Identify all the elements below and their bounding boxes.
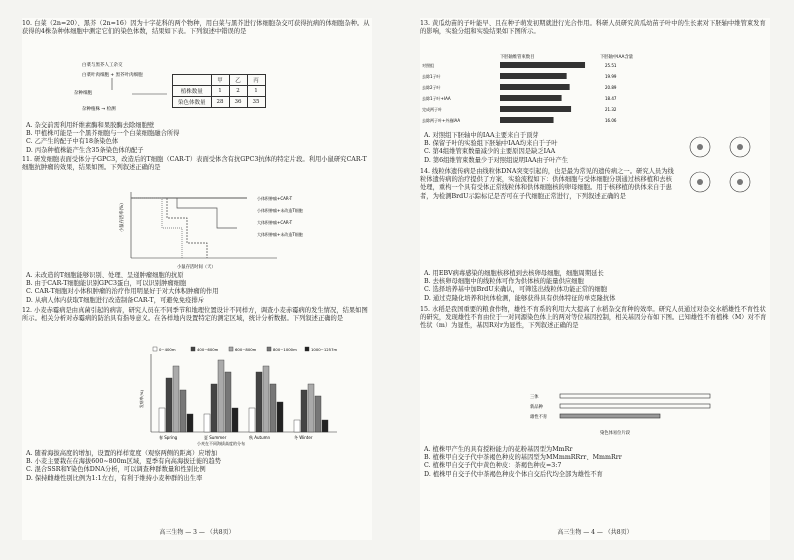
legend-item: 小体积肿瘤+CAR-T bbox=[257, 196, 293, 201]
option-b[interactable]: B. 由于CAR-T细胞能识别GPC3蛋白，可以识别肿瘤细胞 bbox=[26, 280, 187, 288]
chrom-caption: 染色体易位片段 bbox=[600, 431, 631, 436]
option-c[interactable]: C. 乙产生的配子中有18条染色体 bbox=[26, 138, 119, 146]
bar bbox=[500, 84, 570, 90]
legend-swatch bbox=[305, 347, 309, 351]
chromosome-bar bbox=[560, 404, 710, 408]
option-a[interactable]: A. 植株甲产生的具有授粉能力的花粉基因型为MmRr bbox=[424, 446, 573, 453]
question-15-text: 15. 水稻是我国重要的粮食作物，雄性不育系的利用大大提高了水稻杂交育种的效率。研究人员通过对杂交水稻雄性不育性状的研究，发现雄性不育由位于一对同源染色体上的两对等位基因控制，相关基因分布如下图。已知雄性不育植株（M）对不育性状（m）为显性，基因R对r为显性，下列叙述正确的是 bbox=[420, 306, 767, 330]
question-10-text: 10. 白菜（2n=20）、黑芥（2n=16）因为十字花科的两个物种，用白菜与黑芥进行体细胞杂交可获得抗病的体细胞杂种。从获得的4株杂种体细胞中测定它们的染色体数，结果如下表。下列叙述中错误的是 bbox=[22, 20, 370, 36]
question-14-text: 14. 线粒体遗传病是由线粒体DNA突变引起的，也是最为常见的遗传病之一。研究人员为线粒体遗传病的治疗提供了方案，实验流程如下：供体细胞与受体细胞分别通过核移植和去核处理，重构一个具有受体正常线粒体和供体细胞核的卵母细胞。用于核移植的供体来自于患者，为检测BrdU示踪标记是否可在子代细胞正常进行，下列叙述正确的是 bbox=[420, 168, 674, 200]
option-b[interactable]: B. 保留子叶的实验组下胚轴中IAA均来自于子叶 bbox=[424, 140, 558, 148]
question-15 bbox=[420, 306, 770, 331]
question-10 bbox=[22, 20, 372, 36]
bar-value: 19.99 bbox=[605, 74, 617, 79]
group-label: 去除1子叶 bbox=[422, 74, 441, 79]
season-label: 冬 Winter bbox=[294, 435, 313, 440]
question-14-options bbox=[420, 270, 770, 303]
bar bbox=[500, 73, 567, 79]
table-cell: 植株数量 bbox=[173, 86, 212, 97]
table-cell: 35 bbox=[247, 97, 265, 108]
group-label: 去除1子叶+IAA bbox=[422, 96, 451, 101]
group-label: 去除两子叶+外施IAA bbox=[422, 118, 461, 123]
bar bbox=[263, 366, 269, 432]
season-chart-svg bbox=[137, 346, 357, 446]
season-label: 秋 Autumn bbox=[249, 435, 271, 440]
nucleus bbox=[697, 144, 703, 150]
chromosome-bar bbox=[560, 414, 660, 418]
option-a[interactable]: A. 未改造的T细胞能够识别、处理、呈递肿瘤细胞的抗原 bbox=[26, 272, 184, 279]
bar-value: 18.47 bbox=[605, 96, 617, 101]
season-label: 春 Spring bbox=[159, 435, 178, 440]
legend-label: 0~400m bbox=[159, 347, 176, 352]
chrom-label: 雄性不育 bbox=[530, 415, 548, 420]
season-chart bbox=[137, 346, 357, 446]
bar bbox=[187, 414, 193, 432]
chart-ylabel: 发病率(%) bbox=[139, 390, 144, 408]
bar bbox=[277, 402, 283, 432]
option-b[interactable]: B. 甲植株可能是一个黑芥细胞与一个白菜细胞融合所得 bbox=[26, 130, 180, 138]
page-footer-left: 高三生物 — 3 — （共8页） bbox=[159, 529, 235, 536]
bar bbox=[270, 384, 276, 432]
nucleus bbox=[737, 179, 743, 185]
legend-swatch bbox=[191, 347, 195, 351]
bar bbox=[173, 366, 179, 432]
option-a[interactable]: A. 对照组下胚轴中的IAA主要来自于顶芽 bbox=[424, 132, 539, 139]
option-c[interactable]: C. CAR-T细胞对小体积肿瘤的治疗作用明显好于对大体积肿瘤的作用 bbox=[26, 288, 219, 296]
option-d[interactable]: D. 从病人体内获取T细胞进行改造制备CAR-T，可避免免疫排斥 bbox=[26, 296, 205, 304]
bar bbox=[180, 390, 186, 432]
question-10-options bbox=[22, 122, 372, 155]
chart-header: 下胚轴中IAA含量 bbox=[600, 55, 634, 60]
table-row bbox=[173, 97, 266, 108]
chart-ylabel: 小鼠存活率(%) bbox=[120, 203, 125, 232]
series-line bbox=[131, 198, 182, 258]
bar bbox=[249, 408, 255, 432]
option-b[interactable]: B. 植株甲自交子代中茶褐色种皮的基因型为MMmmRRrr、MmmRrr bbox=[424, 454, 622, 462]
chart-xlabel: 小麦在不同海拔高度的分布 bbox=[197, 441, 245, 446]
cell-diagram-svg bbox=[680, 132, 770, 202]
option-d[interactable]: D. 通过克隆化培养和抗体检测，能够获得具有供体特征的单克隆抗体 bbox=[424, 294, 616, 302]
chart-xlabel: 小鼠存活时间（天） bbox=[177, 265, 216, 270]
bar bbox=[211, 384, 217, 432]
survival-chart-svg bbox=[117, 188, 337, 270]
option-c[interactable]: C. 第4组维管束数量减少的主要原因是缺乏IAA bbox=[424, 148, 556, 156]
chrom-label: 三体 bbox=[530, 395, 539, 400]
fig-label-1: 杂种细胞 bbox=[74, 91, 92, 96]
table-cell: 1 bbox=[211, 86, 229, 97]
chromosome-diagram bbox=[530, 388, 730, 442]
bar-value: 20.89 bbox=[605, 85, 617, 90]
bar bbox=[225, 372, 231, 432]
option-c[interactable]: C. 选择培养基中加BrdU来确认，可筛选出线粒体功能正常的细胞 bbox=[424, 286, 607, 294]
group-label: 完成两子叶 bbox=[422, 107, 442, 112]
question-11 bbox=[22, 156, 372, 172]
table-header-cell: 丙 bbox=[247, 75, 265, 86]
legend-swatch bbox=[153, 347, 157, 351]
legend-label: 600~800m bbox=[235, 347, 257, 352]
question-12 bbox=[22, 307, 372, 323]
chromosome-bar bbox=[560, 394, 710, 398]
left-page bbox=[22, 18, 372, 540]
series-line bbox=[131, 198, 237, 228]
option-a[interactable]: A. 杂交前需利用纤维素酶和果胶酶去除细胞壁 bbox=[26, 122, 155, 129]
nucleus bbox=[697, 179, 703, 185]
bar bbox=[166, 378, 172, 432]
group-label: 对照组 bbox=[422, 63, 434, 68]
fig-label-3: 杂种植株 → 检测 bbox=[82, 107, 116, 112]
table-cell: 28 bbox=[211, 97, 229, 108]
seedling-chart bbox=[420, 52, 770, 130]
question-13 bbox=[420, 20, 770, 36]
table-header-cell: 乙 bbox=[229, 75, 247, 86]
legend-item: 小体积肿瘤+未改造T细胞 bbox=[257, 208, 303, 213]
legend-label: 400~600m bbox=[197, 347, 219, 352]
nucleus bbox=[737, 144, 743, 150]
question-13-text: 13. 黄瓜幼苗的子叶能早、且在种子萌发初期就进行光合作用。科研人员研究黄瓜幼苗子叶中的生长素对下胚轴中维管束发育的影响，实验分组和实验结果如下图所示。 bbox=[420, 20, 766, 36]
bar bbox=[500, 95, 562, 101]
question-14 bbox=[420, 168, 675, 201]
question-15-options bbox=[420, 446, 770, 479]
legend-item: 大体积肿瘤+CAR-T bbox=[257, 220, 293, 225]
table-cell: 1 bbox=[247, 86, 265, 97]
question-11-text: 11. 研发细胞表面受体分子GPC3，改造后的T细胞（CAR-T）表面受体含有抗GPC3抗体的特定片段。利用小鼠研究CAR-T细胞抗肿瘤的效果，结果如图。下列叙述正确的是 bbox=[22, 156, 367, 172]
option-c[interactable]: C. 植株甲自交子代中黄色种皮：茶褐色种皮=3:7 bbox=[424, 462, 562, 470]
bar bbox=[294, 420, 300, 432]
bar bbox=[232, 408, 238, 432]
table-header-cell bbox=[173, 75, 212, 86]
chrom-label: 新品种 bbox=[530, 405, 543, 410]
legend-label: 800~1000m bbox=[273, 347, 297, 352]
bar-value: 16.06 bbox=[605, 118, 617, 123]
bar bbox=[500, 106, 571, 112]
table-cell: 染色体数量 bbox=[173, 97, 212, 108]
survival-chart bbox=[117, 188, 337, 270]
option-b[interactable]: B. 去核卵母细胞中的线粒体可作为供体核的能量供应细胞 bbox=[424, 278, 584, 286]
option-d[interactable]: D. 第6组维管束数量少于对照组说明IAA由子叶产生 bbox=[424, 156, 569, 164]
cell-diagram bbox=[680, 132, 770, 202]
option-a[interactable]: A. 用EBV病毒感染的细胞核移植到去核卵母细胞，细胞周期延长 bbox=[424, 270, 604, 277]
option-d[interactable]: D. 丙杂种植株能产生含35条染色体的配子 bbox=[26, 146, 144, 154]
legend-item: 大体积肿瘤+未改造T细胞 bbox=[257, 232, 303, 237]
legend-swatch bbox=[267, 347, 271, 351]
legend-label: 1000~1257m bbox=[311, 347, 338, 352]
q10-table bbox=[172, 74, 266, 108]
bar bbox=[159, 408, 165, 432]
chromosome-diagram-svg bbox=[530, 388, 730, 442]
table-row bbox=[173, 86, 266, 97]
page-footer-right: 高三生物 — 4 — （共8页） bbox=[557, 529, 633, 536]
question-12-options bbox=[22, 450, 372, 483]
option-d[interactable]: D. 植株甲自交子代中茶褐色种皮个体自交后代均全部为雄性不育 bbox=[424, 470, 603, 478]
group-label: 去除2子叶 bbox=[422, 85, 441, 90]
legend-swatch bbox=[229, 347, 233, 351]
bar bbox=[315, 396, 321, 432]
fig-caption: 白菜与黑芥人工杂交 bbox=[82, 63, 123, 68]
bar-value: 25.51 bbox=[605, 63, 617, 68]
option-c[interactable]: C. 混合SSR和Y染色体DNA分析，可以调查种群数量和性别比例 bbox=[26, 466, 206, 474]
bar bbox=[308, 384, 314, 432]
bar bbox=[204, 414, 210, 432]
question-11-options bbox=[22, 272, 372, 305]
option-d[interactable]: D. 保持雌雄性别比例为1:1左右，有利于维持小麦种群的出生率 bbox=[26, 474, 203, 482]
bar bbox=[218, 360, 224, 432]
table-cell: 36 bbox=[229, 97, 247, 108]
bar bbox=[322, 420, 328, 432]
chart-header: 下胚轴维管束数目 bbox=[500, 55, 535, 60]
season-label: 夏 Summer bbox=[204, 435, 227, 440]
option-b[interactable]: B. 小麦主要栽在在海拔600~800m区域，夏季有向高海拔迁徙的趋势 bbox=[26, 458, 222, 466]
bar bbox=[500, 62, 585, 68]
option-a[interactable]: A. 随着海拔高度的增加，设置的样样宽度（观察两侧的距离）应增加 bbox=[26, 450, 218, 457]
bar bbox=[500, 117, 554, 123]
question-12-text: 12. 小麦赤霉病是由真菌引起的病害，研究人员在不同季节和地理位置设计不同样方，调查小麦赤霉病的发生情况，结果如图所示。相关分析对赤霉病的防治具有指导意义。在各样地内设置特定的测定区域，统计分析数据。下列叙述正确的是 bbox=[22, 307, 368, 323]
table-header-row bbox=[173, 75, 266, 86]
seedling-chart-svg bbox=[420, 52, 770, 130]
fig-label-0: 白菜叶肉细胞 + 黑芥叶肉细胞 bbox=[82, 73, 143, 78]
bar bbox=[301, 390, 307, 432]
table-header-cell: 甲 bbox=[211, 75, 229, 86]
table-cell: 2 bbox=[229, 86, 247, 97]
bar bbox=[256, 372, 262, 432]
right-page bbox=[420, 18, 770, 540]
bar-value: 21.32 bbox=[605, 107, 617, 112]
